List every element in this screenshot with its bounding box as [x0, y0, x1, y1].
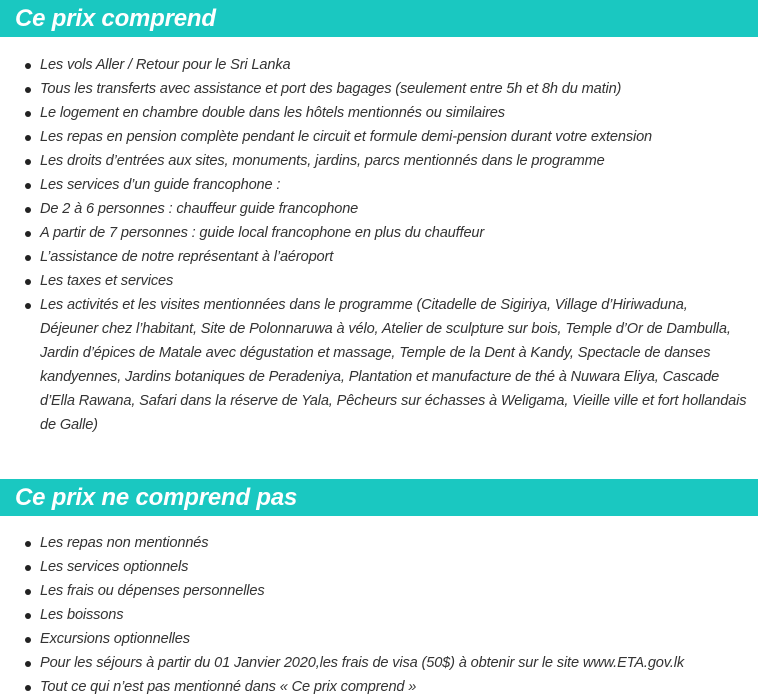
list-item: Les frais ou dépenses personnelles	[0, 579, 758, 603]
list-item: Excursions optionnelles	[0, 627, 758, 651]
list-item: A partir de 7 personnes : guide local francophone en plus du chauffeur	[0, 221, 758, 245]
includes-list	[0, 37, 758, 437]
list-item: Les services d’un guide francophone :	[0, 173, 758, 197]
list-item: L’assistance de notre représentant à l’aéroport	[0, 245, 758, 269]
list-item: Les activités et les visites mentionnées dans le programme (Citadelle de Sigiriya, Village d’Hiriwaduna, Déjeuner chez l’habitant, Site de Polonnaruwa à vélo, Atelier de sculpture sur bois, Temple d’Or de Dambulla, Jardin d’épices de Matale avec dégustation et massage, Temple de la Dent à Kandy, Spectacle de danses kandyennes, Jardins botaniques de Peradeniya, Plantation et manufacture de thé à Nuwara Eliya, Cascade d’Ella Rawana, Safari dans la réserve de Yala, Pêcheurs sur échasses à Weligama, Vieille ville et fort hollandais de Galle)	[0, 293, 758, 437]
includes-header	[0, 0, 758, 37]
list-item: Les repas non mentionnés	[0, 531, 758, 555]
list-item: De 2 à 6 personnes : chauffeur guide francophone	[0, 197, 758, 221]
excludes-title: Ce prix ne comprend pas	[15, 484, 298, 511]
list-item: Pour les séjours à partir du 01 Janvier 2020,les frais de visa (50$) à obtenir sur le site www.ETA.gov.lk	[0, 651, 758, 675]
list-item: Les droits d’entrées aux sites, monuments, jardins, parcs mentionnés dans le programme	[0, 149, 758, 173]
excludes-section	[0, 479, 758, 699]
list-item: Les taxes et services	[0, 269, 758, 293]
list-item: Tous les transferts avec assistance et port des bagages (seulement entre 5h et 8h du matin)	[0, 77, 758, 101]
includes-title: Ce prix comprend	[15, 5, 216, 32]
excludes-list	[0, 516, 758, 699]
list-item: Les vols Aller / Retour pour le Sri Lanka	[0, 53, 758, 77]
list-item: Les repas en pension complète pendant le circuit et formule demi-pension durant votre extension	[0, 125, 758, 149]
excludes-header	[0, 479, 758, 516]
list-item: Les services optionnels	[0, 555, 758, 579]
list-item: Le logement en chambre double dans les hôtels mentionnés ou similaires	[0, 101, 758, 125]
list-item: Les boissons	[0, 603, 758, 627]
list-item: Tout ce qui n’est pas mentionné dans « Ce prix comprend »	[0, 675, 758, 699]
